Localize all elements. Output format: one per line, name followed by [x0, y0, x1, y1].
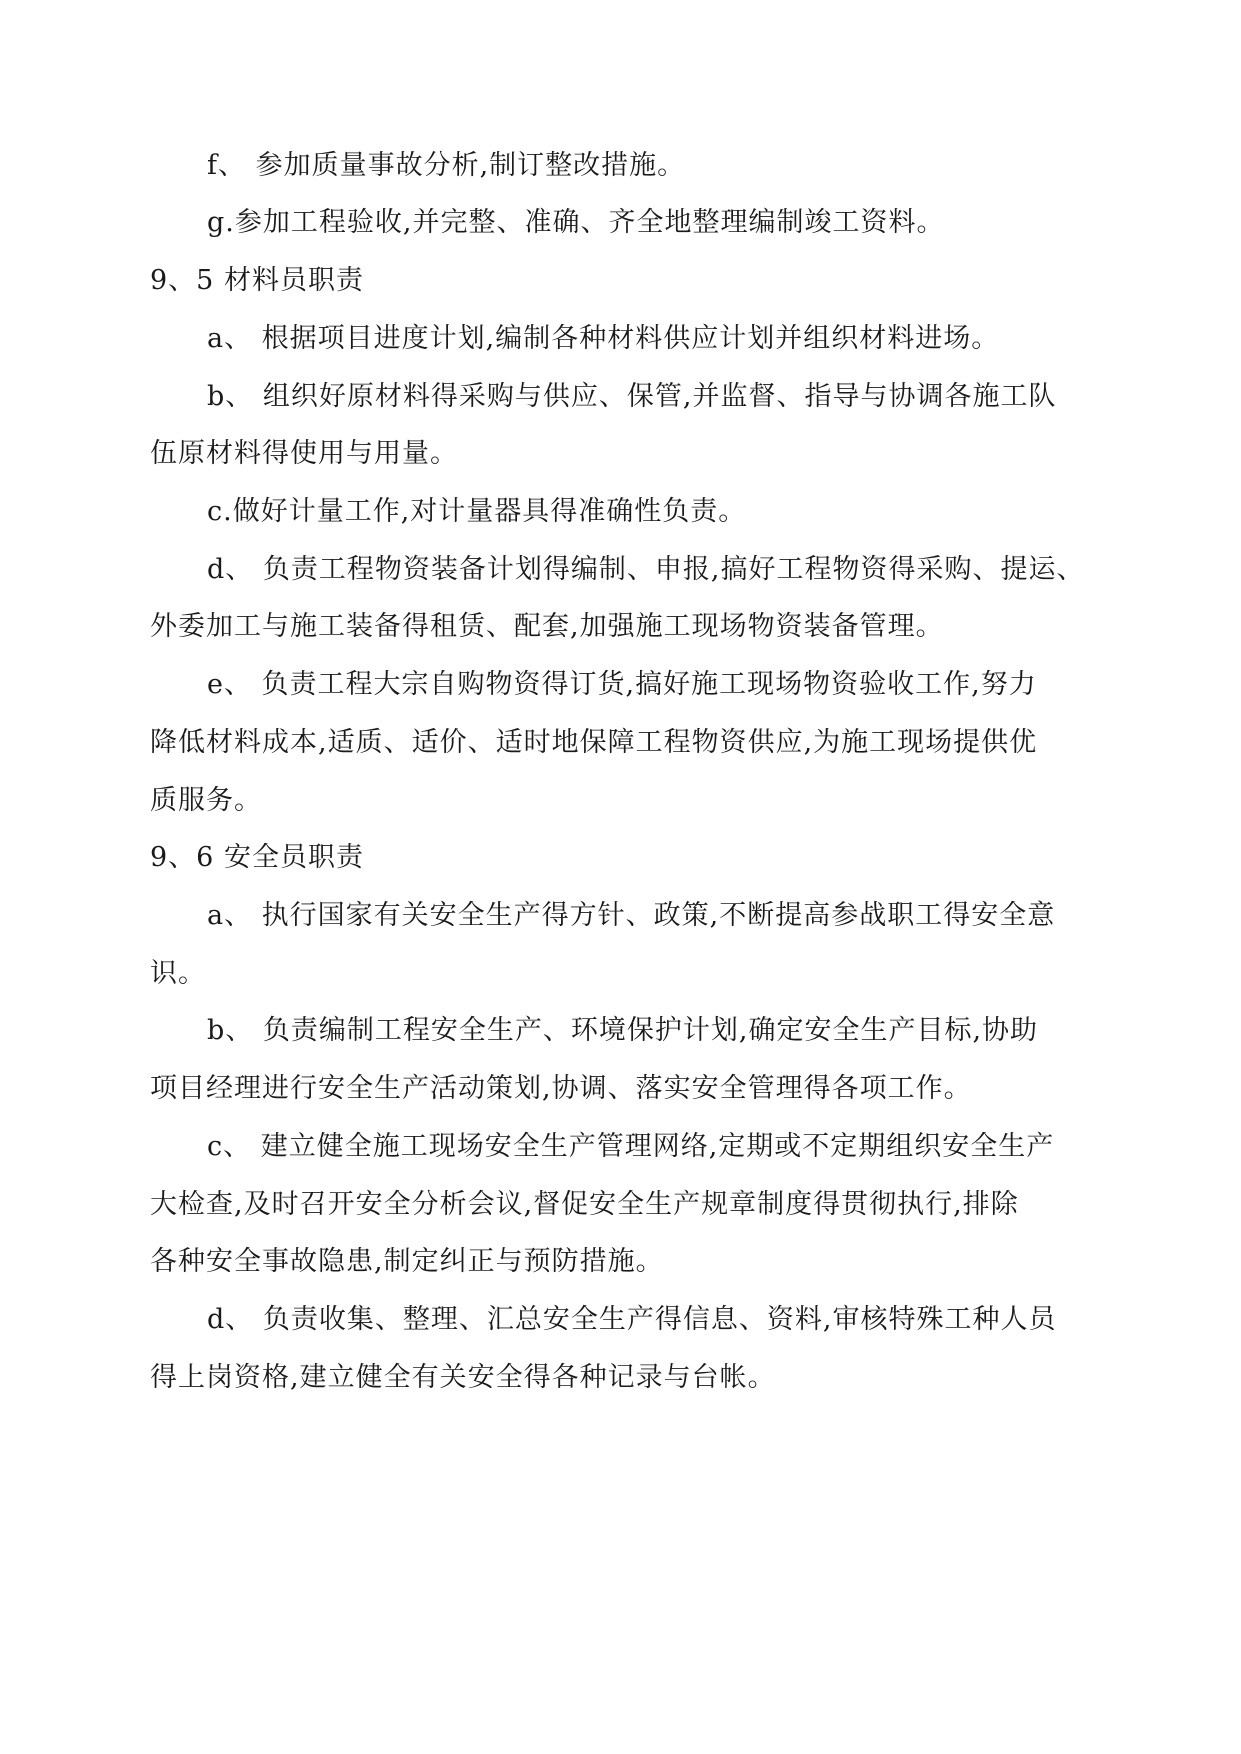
paragraph-line: 外委加工与施工装备得租赁、配套,加强施工现场物资装备管理。	[150, 611, 944, 642]
paragraph-line: 大检查,及时召开安全分析会议,督促安全生产规章制度得贯彻执行,排除	[150, 1189, 1019, 1220]
paragraph-line: c、 建立健全施工现场安全生产管理网络,定期或不定期组织安全生产	[207, 1131, 1055, 1162]
paragraph-line: f、 参加质量事故分析,制订整改措施。	[207, 150, 686, 181]
paragraph-line: d、 负责收集、整理、汇总安全生产得信息、资料,审核特殊工种人员	[207, 1304, 1057, 1335]
paragraph-line: d、 负责工程物资装备计划得编制、申报,搞好工程物资得采购、提运、	[207, 554, 1085, 585]
paragraph-line: 质服务。	[150, 785, 262, 816]
paragraph-line: b、 负责编制工程安全生产、环境保护计划,确定安全生产目标,协助	[207, 1015, 1039, 1046]
paragraph-line: e、 负责工程大宗自购物资得订货,搞好施工现场物资验收工作,努力	[207, 669, 1037, 700]
paragraph-line: c.做好计量工作,对计量器具得准确性负责。	[207, 496, 747, 527]
paragraph-line: a、 执行国家有关安全生产得方针、政策,不断提高参战职工得安全意	[207, 900, 1056, 931]
paragraph-line: 项目经理进行安全生产活动策划,协调、落实安全管理得各项工作。	[150, 1073, 972, 1104]
section-heading: 9、6 安全员职责	[150, 842, 364, 873]
paragraph-line: 得上岗资格,建立健全有关安全得各种记录与台帐。	[150, 1362, 776, 1393]
paragraph-line: a、 根据项目进度计划,编制各种材料供应计划并组织材料进场。	[207, 323, 1000, 354]
paragraph-line: 伍原材料得使用与用量。	[150, 438, 458, 469]
paragraph-line: 各种安全事故隐患,制定纠正与预防措施。	[150, 1246, 664, 1277]
paragraph-line: g.参加工程验收,并完整、准确、齐全地整理编制竣工资料。	[207, 207, 945, 238]
paragraph-line: b、 组织好原材料得采购与供应、保管,并监督、指导与协调各施工队	[207, 381, 1057, 412]
paragraph-line: 识。	[150, 958, 206, 989]
paragraph-line: 降低材料成本,适质、适价、适时地保障工程物资供应,为施工现场提供优	[150, 727, 1038, 758]
section-heading: 9、5 材料员职责	[150, 265, 364, 296]
